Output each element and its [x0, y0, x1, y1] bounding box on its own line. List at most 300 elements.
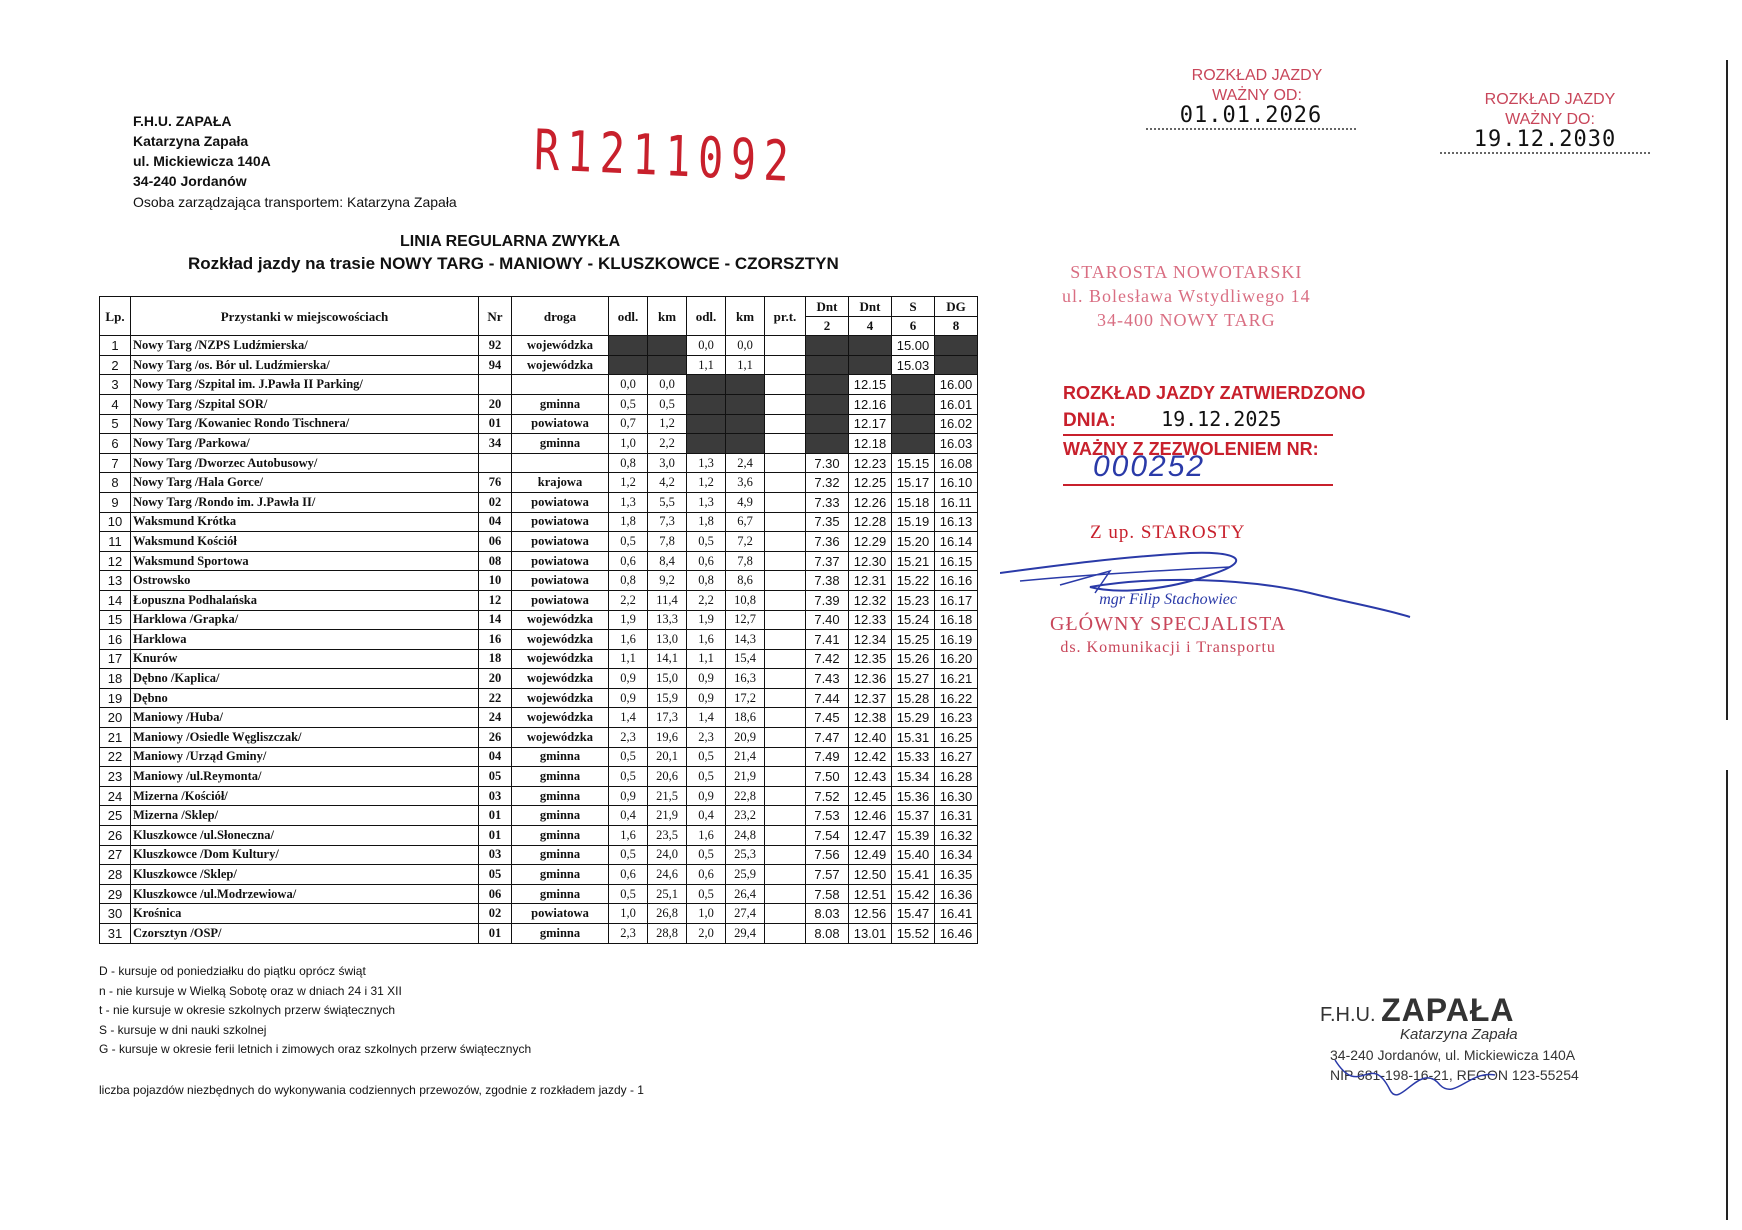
- cell-t2: 12.51: [849, 884, 892, 904]
- header-lp: Lp.: [100, 297, 131, 336]
- cell-pr: [765, 571, 806, 591]
- footer-signature-icon: [1330, 1040, 1500, 1120]
- cell-lp: 22: [100, 747, 131, 767]
- cell-road: krajowa: [512, 473, 609, 493]
- cell-nr: 08: [479, 551, 512, 571]
- permit-label: WAŻNY Z ZEZWOLENIEM NR:: [1063, 439, 1319, 459]
- cell-road: wojewódzka: [512, 688, 609, 708]
- table-row: [100, 590, 978, 610]
- cell-odl2: 0,5: [687, 532, 726, 552]
- cell-odl2: 0,5: [687, 767, 726, 787]
- cell-nr: 02: [479, 492, 512, 512]
- cell-odl1: [609, 355, 648, 375]
- cell-t4: 16.02: [935, 414, 978, 434]
- cell-t1: 7.44: [806, 688, 849, 708]
- cell-km2: 6,7: [726, 512, 765, 532]
- cell-km2: 3,6: [726, 473, 765, 493]
- cell-nr: 01: [479, 826, 512, 846]
- cell-odl2: 1,9: [687, 610, 726, 630]
- cell-pr: [765, 728, 806, 748]
- cell-lp: 14: [100, 590, 131, 610]
- cell-nr: 03: [479, 786, 512, 806]
- cell-t4: 16.20: [935, 649, 978, 669]
- cell-t4: 16.10: [935, 473, 978, 493]
- cell-t2: 12.38: [849, 708, 892, 728]
- cell-stop: Waksmund Sportowa: [131, 551, 479, 571]
- cell-odl2: 1,8: [687, 512, 726, 532]
- on-behalf-label: Z up. STAROSTY: [1090, 522, 1246, 543]
- table-row: [100, 767, 978, 787]
- cell-t4: 16.00: [935, 375, 978, 395]
- cell-odl2: [687, 434, 726, 454]
- cell-odl2: 0,5: [687, 845, 726, 865]
- cell-odl2: [687, 394, 726, 414]
- cell-t1: 7.50: [806, 767, 849, 787]
- cell-t4: 16.32: [935, 826, 978, 846]
- cell-lp: 8: [100, 473, 131, 493]
- cell-stop: Kluszkowce /Sklep/: [131, 865, 479, 885]
- header-course-2: Dnt: [849, 297, 892, 317]
- cell-t2: [849, 336, 892, 356]
- valid-to-label2: WAŻNY DO:: [1505, 111, 1595, 128]
- cell-nr: 02: [479, 904, 512, 924]
- cell-t1: 7.49: [806, 747, 849, 767]
- cell-km1: 2,2: [648, 434, 687, 454]
- cell-odl2: 2,3: [687, 728, 726, 748]
- cell-t1: 8.03: [806, 904, 849, 924]
- cell-t4: [935, 336, 978, 356]
- cell-pr: [765, 708, 806, 728]
- cell-t2: 12.32: [849, 590, 892, 610]
- cell-road: powiatowa: [512, 512, 609, 532]
- cell-odl1: [609, 336, 648, 356]
- cell-odl2: 1,3: [687, 492, 726, 512]
- cell-lp: 15: [100, 610, 131, 630]
- cell-t1: 7.36: [806, 532, 849, 552]
- cell-road: powiatowa: [512, 532, 609, 552]
- timetable-body: [100, 336, 978, 943]
- table-row: [100, 571, 978, 591]
- cell-t4: 16.30: [935, 786, 978, 806]
- approval-date-value: 19.12.2025: [1161, 407, 1282, 431]
- cell-odl1: 0,5: [609, 767, 648, 787]
- cell-t4: 16.34: [935, 845, 978, 865]
- cell-km2: 15,4: [726, 649, 765, 669]
- cell-odl1: 1,4: [609, 708, 648, 728]
- cell-t1: 7.39: [806, 590, 849, 610]
- cell-pr: [765, 590, 806, 610]
- cell-odl1: 0,7: [609, 414, 648, 434]
- company-owner: Katarzyna Zapała: [133, 133, 249, 149]
- cell-km2: 4,9: [726, 492, 765, 512]
- cell-odl1: 2,2: [609, 590, 648, 610]
- cell-odl2: 1,4: [687, 708, 726, 728]
- cell-pr: [765, 532, 806, 552]
- cell-km2: 22,8: [726, 786, 765, 806]
- cell-t3: 15.29: [892, 708, 935, 728]
- cell-t2: 12.37: [849, 688, 892, 708]
- cell-odl1: 1,6: [609, 826, 648, 846]
- cell-road: gminna: [512, 786, 609, 806]
- cell-pr: [765, 649, 806, 669]
- cell-nr: 76: [479, 473, 512, 493]
- cell-t1: 7.45: [806, 708, 849, 728]
- scan-edge: [1726, 770, 1728, 1220]
- valid-from-label2: WAŻNY OD:: [1212, 87, 1302, 104]
- starosta-line2: ul. Bolesława Wstydliwego 14: [1062, 286, 1311, 306]
- cell-odl2: 1,6: [687, 826, 726, 846]
- cell-lp: 19: [100, 688, 131, 708]
- cell-t2: 12.46: [849, 806, 892, 826]
- cell-road: gminna: [512, 826, 609, 846]
- cell-t3: 15.31: [892, 728, 935, 748]
- cell-t4: 16.08: [935, 453, 978, 473]
- cell-road: wojewódzka: [512, 669, 609, 689]
- header-course-1-no: 2: [806, 316, 849, 336]
- header-course-4: DG: [935, 297, 978, 317]
- cell-odl1: 0,9: [609, 669, 648, 689]
- cell-stop: Łopuszna Podhalańska: [131, 590, 479, 610]
- table-row: [100, 355, 978, 375]
- cell-odl2: 0,9: [687, 688, 726, 708]
- cell-stop: Knurów: [131, 649, 479, 669]
- cell-t4: 16.13: [935, 512, 978, 532]
- cell-km2: 17,2: [726, 688, 765, 708]
- registration-number: R1211092: [533, 118, 798, 196]
- cell-t4: 16.41: [935, 904, 978, 924]
- cell-t3: [892, 434, 935, 454]
- cell-km2: 2,4: [726, 453, 765, 473]
- cell-t3: 15.39: [892, 826, 935, 846]
- cell-road: gminna: [512, 767, 609, 787]
- cell-odl2: [687, 414, 726, 434]
- valid-to-label1: ROZKŁAD JAZDY: [1484, 91, 1616, 108]
- cell-t2: 12.42: [849, 747, 892, 767]
- cell-odl2: 1,2: [687, 473, 726, 493]
- cell-km2: 25,3: [726, 845, 765, 865]
- header-course-2-no: 4: [849, 316, 892, 336]
- cell-road: powiatowa: [512, 571, 609, 591]
- cell-t3: 15.17: [892, 473, 935, 493]
- cell-stop: Czorsztyn /OSP/: [131, 924, 479, 944]
- cell-km1: 17,3: [648, 708, 687, 728]
- cell-t4: 16.23: [935, 708, 978, 728]
- footer-address: 34-240 Jordanów, ul. Mickiewicza 140A: [1330, 1047, 1576, 1063]
- cell-km1: 23,5: [648, 826, 687, 846]
- cell-odl2: [687, 375, 726, 395]
- cell-t3: 15.37: [892, 806, 935, 826]
- company-street: ul. Mickiewicza 140A: [133, 153, 271, 169]
- cell-t3: 15.19: [892, 512, 935, 532]
- cell-nr: 26: [479, 728, 512, 748]
- cell-t4: [935, 355, 978, 375]
- cell-t2: 12.15: [849, 375, 892, 395]
- cell-km2: 7,8: [726, 551, 765, 571]
- cell-t2: 12.45: [849, 786, 892, 806]
- cell-stop: Nowy Targ /Szpital SOR/: [131, 394, 479, 414]
- cell-pr: [765, 512, 806, 532]
- cell-t3: 15.27: [892, 669, 935, 689]
- cell-stop: Nowy Targ /Hala Gorce/: [131, 473, 479, 493]
- cell-km1: [648, 336, 687, 356]
- cell-road: gminna: [512, 434, 609, 454]
- cell-t4: 16.25: [935, 728, 978, 748]
- cell-t3: 15.21: [892, 551, 935, 571]
- cell-t1: 7.42: [806, 649, 849, 669]
- cell-nr: 01: [479, 924, 512, 944]
- cell-km2: 14,3: [726, 630, 765, 650]
- cell-t3: 15.25: [892, 630, 935, 650]
- table-row: [100, 728, 978, 748]
- cell-lp: 31: [100, 924, 131, 944]
- cell-stop: Nowy Targ /Szpital im. J.Pawła II Parking/: [131, 375, 479, 395]
- cell-km1: 8,4: [648, 551, 687, 571]
- cell-t3: [892, 394, 935, 414]
- cell-odl1: 1,2: [609, 473, 648, 493]
- cell-stop: Nowy Targ /Parkowa/: [131, 434, 479, 454]
- cell-km2: [726, 414, 765, 434]
- cell-km2: 10,8: [726, 590, 765, 610]
- cell-t1: 7.56: [806, 845, 849, 865]
- cell-t1: [806, 414, 849, 434]
- cell-pr: [765, 826, 806, 846]
- cell-lp: 6: [100, 434, 131, 454]
- cell-lp: 27: [100, 845, 131, 865]
- cell-pr: [765, 884, 806, 904]
- table-row: [100, 786, 978, 806]
- table-row: [100, 434, 978, 454]
- cell-t1: 7.57: [806, 865, 849, 885]
- cell-lp: 25: [100, 806, 131, 826]
- cell-km1: 3,0: [648, 453, 687, 473]
- cell-pr: [765, 924, 806, 944]
- cell-t4: 16.19: [935, 630, 978, 650]
- cell-odl1: 2,3: [609, 728, 648, 748]
- valid-to-stamp: [1450, 90, 1650, 154]
- line-type-title: LINIA REGULARNA ZWYKŁA: [400, 233, 621, 250]
- cell-stop: Maniowy /Urząd Gminy/: [131, 747, 479, 767]
- official-block: [1050, 588, 1286, 660]
- cell-t2: [849, 355, 892, 375]
- cell-lp: 17: [100, 649, 131, 669]
- cell-t3: 15.23: [892, 590, 935, 610]
- cell-stop: Waksmund Krótka: [131, 512, 479, 532]
- cell-stop: Maniowy /Huba/: [131, 708, 479, 728]
- cell-nr: 16: [479, 630, 512, 650]
- cell-t3: [892, 414, 935, 434]
- table-row: [100, 708, 978, 728]
- valid-from-label1: ROZKŁAD JAZDY: [1191, 67, 1323, 84]
- cell-t4: 16.31: [935, 806, 978, 826]
- cell-lp: 11: [100, 532, 131, 552]
- cell-road: wojewódzka: [512, 630, 609, 650]
- cell-t3: 15.40: [892, 845, 935, 865]
- legend: [99, 962, 531, 1060]
- cell-km1: 21,9: [648, 806, 687, 826]
- cell-road: powiatowa: [512, 492, 609, 512]
- cell-t2: 13.01: [849, 924, 892, 944]
- cell-nr: 01: [479, 806, 512, 826]
- cell-odl2: 0,6: [687, 551, 726, 571]
- cell-road: gminna: [512, 747, 609, 767]
- cell-t4: 16.03: [935, 434, 978, 454]
- header-km1: km: [648, 297, 687, 336]
- cell-t2: 12.26: [849, 492, 892, 512]
- cell-t3: 15.28: [892, 688, 935, 708]
- cell-km2: [726, 375, 765, 395]
- cell-t3: 15.03: [892, 355, 935, 375]
- route-title: Rozkład jazdy na trasie NOWY TARG - MANIOWY - KLUSZKOWCE - CZORSZTYN: [188, 254, 839, 273]
- cell-nr: 04: [479, 747, 512, 767]
- cell-road: wojewódzka: [512, 649, 609, 669]
- cell-road: gminna: [512, 884, 609, 904]
- cell-km2: 24,8: [726, 826, 765, 846]
- cell-lp: 2: [100, 355, 131, 375]
- cell-km1: 7,3: [648, 512, 687, 532]
- cell-km1: 20,1: [648, 747, 687, 767]
- cell-km1: 14,1: [648, 649, 687, 669]
- approval-line1: ROZKŁAD JAZDY ZATWIERDZONO: [1063, 383, 1366, 403]
- table-row: [100, 532, 978, 552]
- cell-pr: [765, 630, 806, 650]
- cell-km2: 12,7: [726, 610, 765, 630]
- cell-odl2: 2,0: [687, 924, 726, 944]
- cell-lp: 5: [100, 414, 131, 434]
- cell-km2: 18,6: [726, 708, 765, 728]
- cell-t2: 12.29: [849, 532, 892, 552]
- cell-pr: [765, 786, 806, 806]
- cell-t4: 16.36: [935, 884, 978, 904]
- cell-stop: Harklowa: [131, 630, 479, 650]
- cell-km2: 20,9: [726, 728, 765, 748]
- cell-nr: 18: [479, 649, 512, 669]
- cell-t4: 16.17: [935, 590, 978, 610]
- cell-km2: 21,9: [726, 767, 765, 787]
- company-name: F.H.U. ZAPAŁA: [133, 113, 232, 129]
- table-row: [100, 865, 978, 885]
- header-course-3-no: 6: [892, 316, 935, 336]
- cell-road: gminna: [512, 845, 609, 865]
- cell-stop: Mizerna /Sklep/: [131, 806, 479, 826]
- cell-stop: Ostrowsko: [131, 571, 479, 591]
- cell-odl1: 0,5: [609, 394, 648, 414]
- vehicles-footnote: liczba pojazdów niezbędnych do wykonywania codziennych przewozów, zgodnie z rozkładem jazdy - 1: [99, 1083, 644, 1097]
- cell-odl1: 0,8: [609, 571, 648, 591]
- cell-lp: 30: [100, 904, 131, 924]
- cell-pr: [765, 610, 806, 630]
- starosta-stamp: [1062, 260, 1311, 332]
- header-stop: Przystanki w miejscowościach: [131, 297, 479, 336]
- cell-odl2: 0,0: [687, 336, 726, 356]
- cell-km2: 7,2: [726, 532, 765, 552]
- cell-t1: [806, 336, 849, 356]
- cell-odl1: 0,8: [609, 453, 648, 473]
- cell-pr: [765, 688, 806, 708]
- cell-road: powiatowa: [512, 414, 609, 434]
- cell-stop: Maniowy /Osiedle Węgliszczak/: [131, 728, 479, 748]
- cell-odl2: 0,4: [687, 806, 726, 826]
- header-nr: Nr: [479, 297, 512, 336]
- cell-pr: [765, 414, 806, 434]
- cell-lp: 1: [100, 336, 131, 356]
- cell-road: gminna: [512, 865, 609, 885]
- cell-km1: 0,5: [648, 394, 687, 414]
- cell-km1: 15,9: [648, 688, 687, 708]
- cell-km1: 26,8: [648, 904, 687, 924]
- cell-t2: 12.17: [849, 414, 892, 434]
- cell-t3: [892, 375, 935, 395]
- cell-odl1: 0,9: [609, 786, 648, 806]
- cell-t1: 7.35: [806, 512, 849, 532]
- starosta-line3: 34-400 NOWY TARG: [1097, 310, 1276, 330]
- cell-t1: 7.58: [806, 884, 849, 904]
- table-row: [100, 806, 978, 826]
- cell-t4: 16.28: [935, 767, 978, 787]
- cell-road: powiatowa: [512, 904, 609, 924]
- cell-lp: 3: [100, 375, 131, 395]
- cell-odl1: 0,6: [609, 551, 648, 571]
- cell-odl1: 0,5: [609, 532, 648, 552]
- table-row: [100, 924, 978, 944]
- cell-nr: 14: [479, 610, 512, 630]
- cell-km1: 13,0: [648, 630, 687, 650]
- cell-road: [512, 453, 609, 473]
- cell-t1: 7.53: [806, 806, 849, 826]
- cell-road: powiatowa: [512, 551, 609, 571]
- cell-t1: [806, 434, 849, 454]
- cell-stop: Waksmund Kościół: [131, 532, 479, 552]
- cell-t2: 12.43: [849, 767, 892, 787]
- cell-odl2: 1,1: [687, 355, 726, 375]
- cell-pr: [765, 434, 806, 454]
- cell-km1: 9,2: [648, 571, 687, 591]
- cell-odl1: 1,1: [609, 649, 648, 669]
- cell-t2: 12.23: [849, 453, 892, 473]
- company-city: 34-240 Jordanów: [133, 173, 247, 189]
- header-odl1: odl.: [609, 297, 648, 336]
- official-role: GŁÓWNY SPECJALISTA: [1050, 613, 1287, 635]
- cell-stop: Kluszkowce /ul.Słoneczna/: [131, 826, 479, 846]
- table-row: [100, 551, 978, 571]
- approval-stamp: [1063, 380, 1366, 486]
- cell-stop: Nowy Targ /Dworzec Autobusowy/: [131, 453, 479, 473]
- cell-t2: 12.49: [849, 845, 892, 865]
- cell-t3: 15.22: [892, 571, 935, 591]
- valid-from-date: 01.01.2026: [1179, 103, 1323, 128]
- cell-t1: [806, 355, 849, 375]
- cell-km1: 13,3: [648, 610, 687, 630]
- cell-t2: 12.47: [849, 826, 892, 846]
- table-row: [100, 473, 978, 493]
- table-row: [100, 610, 978, 630]
- cell-nr: 34: [479, 434, 512, 454]
- table-row: [100, 845, 978, 865]
- cell-odl1: 1,9: [609, 610, 648, 630]
- cell-road: wojewódzka: [512, 336, 609, 356]
- cell-odl1: 0,6: [609, 865, 648, 885]
- official-name: mgr Filip Stachowiec: [1099, 591, 1237, 608]
- company-header: [133, 111, 271, 191]
- cell-stop: Harklowa /Grapka/: [131, 610, 479, 630]
- cell-nr: 06: [479, 884, 512, 904]
- cell-t1: 7.43: [806, 669, 849, 689]
- cell-t1: 7.52: [806, 786, 849, 806]
- cell-lp: 23: [100, 767, 131, 787]
- cell-km1: 24,6: [648, 865, 687, 885]
- cell-odl1: 0,5: [609, 884, 648, 904]
- cell-odl1: 0,5: [609, 845, 648, 865]
- permit-number: 000252: [1093, 450, 1206, 483]
